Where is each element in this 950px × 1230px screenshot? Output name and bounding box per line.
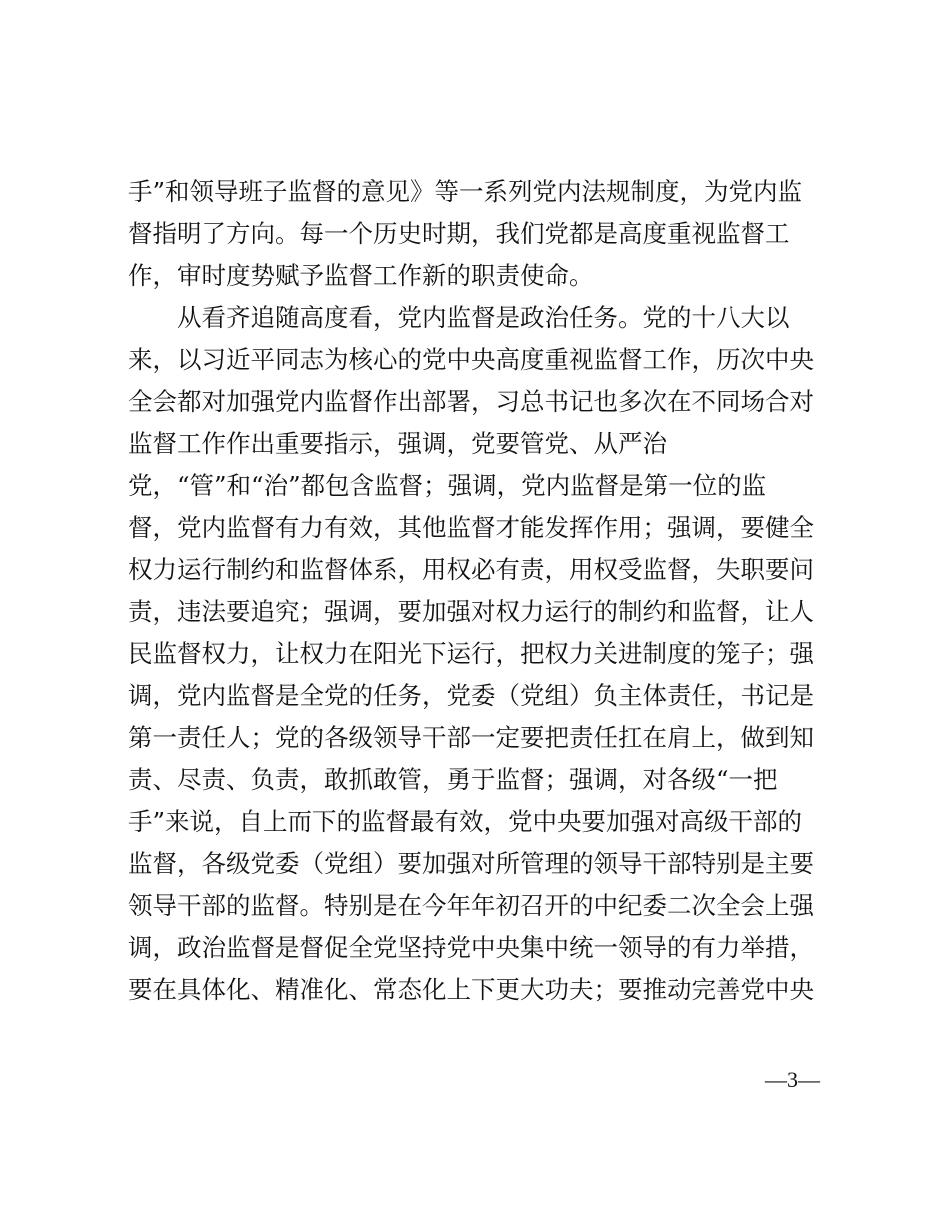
body-text-line: 来，以习近平同志为核心的党中央高度重视监督工作，历次中央 [128,345,814,374]
body-text-line: 督指明了方向。每一个历史时期，我们党都是高度重视监督工 [128,219,790,248]
body-text-line: 手”来说，自上而下的监督最有效，党中央要加强对高级干部的 [128,807,803,836]
body-text-line: 监督，各级党委（党组）要加强对所管理的领导干部特别是主要 [128,849,814,878]
body-text-line: 调，党内监督是全党的任务，党委（党组）负主体责任，书记是 [128,681,814,710]
body-text-line: 督，党内监督有力有效，其他监督才能发挥作用；强调，要健全 [128,513,814,542]
body-text-line: 监督工作作出重要指示，强调，党要管党、从严治 [128,429,667,458]
body-text-line: 领导干部的监督。特别是在今年年初召开的中纪委二次全会上强 [128,891,814,920]
body-text-line: 要在具体化、精准化、常态化上下更大功夫；要推动完善党中央 [128,975,814,1004]
page-number: —3— [765,1067,820,1092]
body-text-line: 从看齐追随高度看，党内监督是政治任务。党的十八大以 [128,303,790,332]
body-text-line: 民监督权力，让权力在阳光下运行，把权力关进制度的笼子；强 [128,639,814,668]
body-text-line: 权力运行制约和监督体系，用权必有责，用权受监督，失职要问 [128,555,814,584]
body-text-line: 作，审时度势赋予监督工作新的职责使命。 [128,261,594,290]
body-text-line: 党，“管”和“治”都包含监督；强调，党内监督是第一位的监 [128,471,767,500]
body-text-line: 全会都对加强党内监督作出部署，习总书记也多次在不同场合对 [128,387,814,416]
body-text-line: 责，违法要追究；强调，要加强对权力运行的制约和监督，让人 [128,597,814,626]
body-text-line: 调，政治监督是督促全党坚持党中央集中统一领导的有力举措， [128,933,814,962]
body-text-line: 责、尽责、负责，敢抓敢管，勇于监督；强调，对各级“一把 [128,765,778,794]
body-text-line: 第一责任人；党的各级领导干部一定要把责任扛在肩上，做到知 [128,723,814,752]
body-text-line: 手”和领导班子监督的意见》等一系列党内法规制度，为党内监 [128,177,803,206]
